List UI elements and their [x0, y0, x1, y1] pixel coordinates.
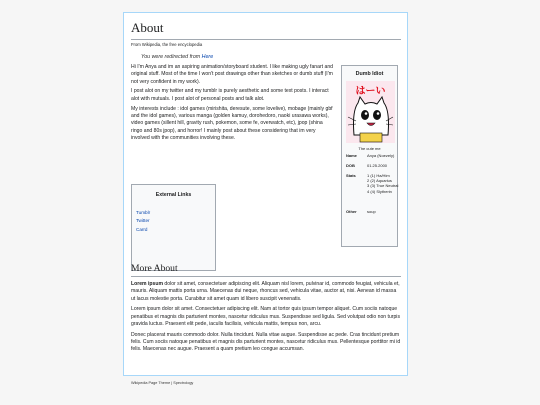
infobox: [341, 65, 398, 247]
infobox-key: Name: [346, 153, 357, 158]
link-carrd[interactable]: Carrd: [136, 226, 148, 232]
article-page: [123, 12, 408, 376]
infobox-value: 3 (3) True Neutral: [367, 183, 399, 189]
more-paragraph: [131, 281, 401, 303]
link-tumblr[interactable]: Tumblr: [136, 210, 151, 215]
infobox-value: Anya (Noezely): [367, 153, 395, 158]
infobox-key: Stats: [346, 173, 356, 178]
more-about-heading: More About: [131, 263, 401, 277]
infobox-title: Dumb Idiot: [355, 71, 384, 77]
more-paragraph: Lorem ipsum dolor sit amet. Consectetuer adipiscing elit. Nam at tortor quis ipsum tempor aliquet. Cum sociis natoque penatibus et magnis dis parturient montes, nascetur ridiculus mus. Suspendisse sed ligula. Sed volutpat odio non turpis gravida luctus. Praesent elit pede, iaculis facilisis, vehicula mattis, tempus non, arcu.: [131, 306, 400, 327]
infobox-value: 4 (4) Slytherin: [367, 188, 392, 194]
redirect-link[interactable]: Here: [201, 54, 214, 60]
infobox-caption: The cute me: [358, 146, 381, 151]
infobox-key: DOB: [346, 163, 355, 168]
more-paragraph: Donec placerat mauris commodo dolor. Nulla tincidunt. Nulla vitae augue. Suspendisse ac pede. Cras tincidunt pretium felis. Cum sociis natoque penatibus et magnis dis parturient montes, nascetur ridiculus mus. Pellentesque porttitor mi id felis. Maecenas nec augue. Praesent a quam pretium leo congue accumsan.: [131, 331, 401, 353]
more-about-section: [131, 281, 401, 357]
page-footer: Wikipedia Page Theme | Spectrology: [131, 381, 194, 385]
intro-paragraph: Hi I'm Anya and im an aspiring animation/storyboard student. I like making ugly fanart and original stuff. Most of the time I won't post drawings other than sketches or dumb stuff (I'm not very confident in my work).: [131, 64, 333, 85]
link-twitter[interactable]: Twitter: [136, 218, 150, 224]
page-subtitle: From Wikipedia, the free encyclopedia: [131, 42, 203, 47]
infobox-key: Other: [346, 209, 357, 214]
redirect-notice: [141, 54, 213, 60]
image-caption-text: はーい: [355, 86, 386, 97]
infobox-value: 1 (1) Ha/Him: [367, 173, 390, 178]
infobox-value: soup: [367, 209, 376, 214]
external-links-list: [132, 209, 215, 234]
profile-image: [346, 81, 395, 143]
more-paragraph-text: dolor sit amet, consectetuer adipiscing elit. Aliquam nisl lorem, pulvinar id, commodo feugiat, vehicula et, mauris. Aliquam mattis porta urna. Maecenas dui neque, rhoncus sed, vehicula vitae, auctor at, nisi. Aenean id massa ut lacus molestie porta. Curabitur sit amet quam id libero suscipit venenatis.: [131, 281, 400, 302]
external-links-title: External Links: [155, 192, 192, 198]
page-title: About: [131, 20, 401, 40]
infobox-value: 2 (2) Aquarius: [367, 178, 392, 184]
redirect-text: You were redirected from: [141, 54, 202, 60]
infobox-value: 01.25.2000: [367, 163, 388, 168]
intro-paragraph: I post alot on my twitter and my tumblr is purely aesthetic and some text posts. I interact alot with mutuals. I post alot of personal posts and talk alot.: [131, 88, 329, 102]
external-links-box: [131, 184, 216, 271]
intro-paragraph: My interests include : idol games (mirishita, deresute, some lovelive), mobage (mainly gbf and the idol games), various manga (golden kamuy, dorohedoro, naoki urasawa works), video games (sillent hill, gravity rush, pokemon, some fe, overwatch, etc), jpop (shina ringo and 80s jpop), and horror! I mainly post about these considering that im very involved with the communities involving these.: [131, 105, 333, 141]
intro-section: [131, 64, 333, 145]
more-paragraph-bold: Lorem ipsum: [131, 281, 163, 287]
